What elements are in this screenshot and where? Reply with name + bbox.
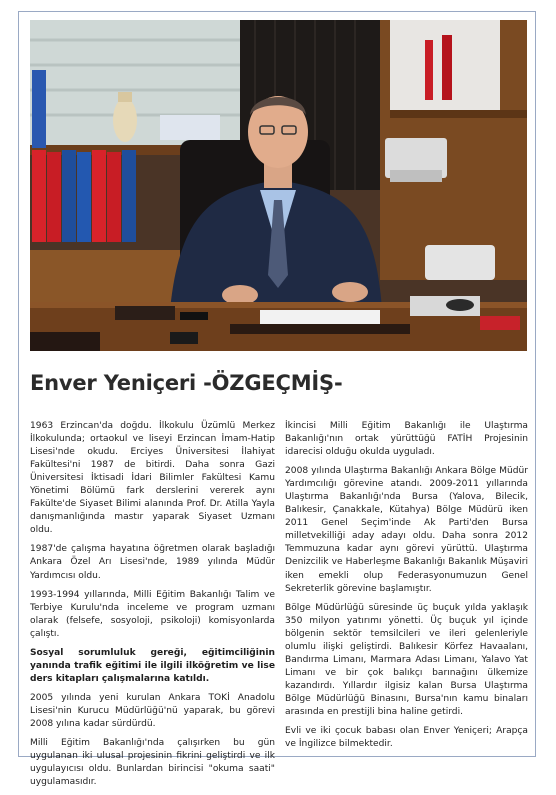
portrait-photo <box>30 20 527 351</box>
page-title: Enver Yeniçeri -ÖZGEÇMİŞ- <box>30 371 343 395</box>
right-column <box>285 420 528 757</box>
paragraph: 1963 Erzincan'da doğdu. İlkokulu Üzümlü Merkez İlkokulunda; ortaokul ve liseyi Erzincan İmam-Hatip Lisesi'nde okudu. Erciyes Üniversitesi İlahiyat Fakültesi'ni 1987 de bitirdi. Daha sonra Gazi Üniversitesi İktisadi İdari Bilimler Fakültesi Kamu Yönetimi Bölümü fark derslerini vererek aynı Fakülte'de Siyaset Bilimi alanında Prof. Dr. Atilla Yayla danışmanlığında mastır yaparak Siyaset Uzmanı oldu. <box>30 421 275 536</box>
paragraph: Milli Eğitim Bakanlığı'nda çalışırken bu gün uygulanan iki ulusal projesinin fikrini geliştirdi ve ilk uygulayıcısı oldu. Bunlardan birincisi "okuma saati" uygulamasıdır. <box>30 738 275 788</box>
paragraph: Evli ve iki çocuk babası olan Enver Yeniçeri; Arapça ve İngilizce bilmektedir. <box>285 726 528 750</box>
paragraph: 2008 yılında Ulaştırma Bakanlığı Ankara Bölge Müdür Yardımcılığı görevine atandı. 2009-2011 yıllarında Ulaştırma Bakanlığı'nda Bursa (Yalova, Bilecik, Balıkesir, Çanakkale, Kütahya) Bölge Müdürü iken 2011 Genel Seçim'inde Ak Parti'den Bursa milletvekilliği aday adayı oldu. Daha sonra 2012 Temmuzuna kadar aynı görevi yürüttü. Ulaştırma Denizcilik ve Haberleşme Bakanlığı Bakanlık Müşaviri iken emekli olup Federasyonumuzun Genel Sekreterlik görevine başlamıştır. <box>285 466 528 594</box>
paragraph: Bölge Müdürlüğü süresinde üç buçuk yılda yaklaşık 350 milyon yatırımı yönetti. Üç buçuk yıl içinde bölgenin sektör temsilcileri ve ileri gelenleriyle olumlu ilişki geliştirdi. Balıkesir Körfez Havaalanı, Bandırma Limanı, Marmara Adası Limanı, Yalavo Yat Limanı ve bir çok balıkçı barınağını ülkemize kazandırdı. Yıllardır ilgisiz kalan Bursa Ulaştırma Bölge Müdürlüğü Binasını, Bursa'nın kamu binaları arasında en prestijli bina haline getirdi. <box>285 602 528 717</box>
left-column <box>30 420 275 795</box>
paragraph: 2005 yılında yeni kurulan Ankara TOKİ Anadolu Lisesi'nin Kurucu Müdürlüğü'nü yaparak, bu görevi 2008 yılına kadar sürdürdü. <box>30 692 275 729</box>
paragraph: 1987'de çalışma hayatına öğretmen olarak başladığı Ankara Özel Arı Lisesi'nde, 1989 yılında Müdür Yardımcısı oldu. <box>30 544 275 581</box>
paragraph: İkincisi Milli Eğitim Bakanlığı ile Ulaştırma Bakanlığı'nın ortak yürüttüğü FATİH Projesinin idarecisi olduğu okulda uyguladı. <box>285 421 528 458</box>
paragraph: 1993-1994 yıllarında, Milli Eğitim Bakanlığı Talim ve Terbiye Kurulu'nda inceleme ve program uzmanı olarak (felsefe, sosyoloji, psikoloji) komisyonlarda çalıştı. <box>30 589 275 639</box>
paragraph-highlight: Sosyal sorumluluk gereği, eğitimciliğinin yanında trafik eğitimi ile ilgili ilköğretim ve lise ders kitapları çalışmalarına katıldı. <box>30 647 275 684</box>
